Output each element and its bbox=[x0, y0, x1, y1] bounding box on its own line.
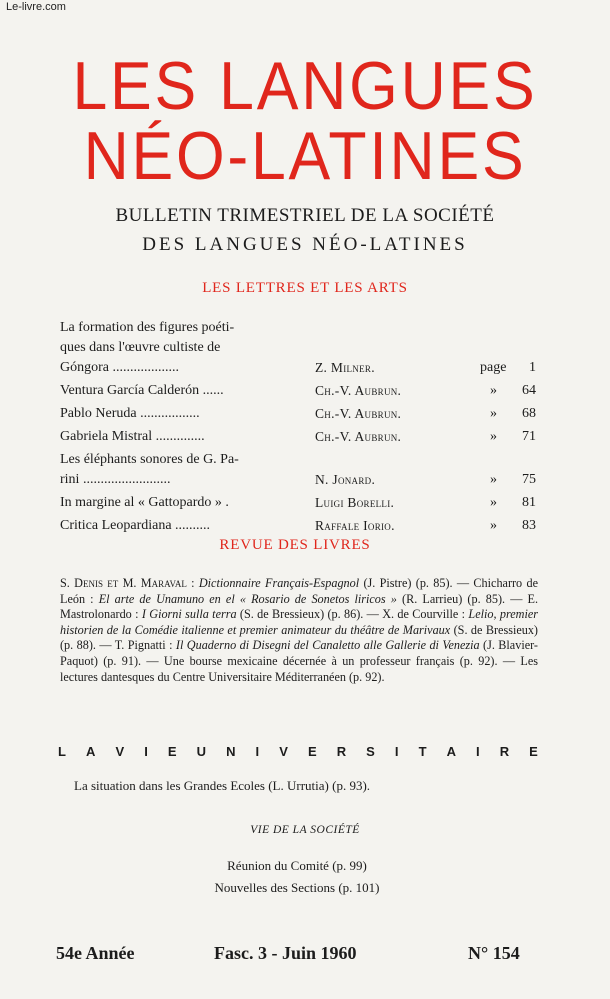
toc-entry-page-label: page bbox=[480, 360, 507, 375]
toc-entry-title-line: Góngora ................... bbox=[60, 360, 179, 375]
toc-entry-page: 1 bbox=[529, 360, 536, 375]
spaced-letter: L bbox=[58, 744, 66, 759]
review-work-title: I Giorni sulla terra bbox=[141, 607, 237, 622]
toc-entry-page-label: » bbox=[490, 495, 497, 510]
spaced-letter: E bbox=[529, 744, 538, 759]
spaced-letter: U bbox=[196, 744, 207, 759]
spaced-letter: A bbox=[86, 744, 96, 759]
footer-fascicule: Fasc. 3 - Juin 1960 bbox=[214, 943, 357, 963]
toc-entry-title: Ventura García Calderón ...... bbox=[60, 383, 224, 398]
review-text: (J. Blavier-Paquot) (p. 91). — Une bourse mexicaine décernée à un professeur français (p. 92). — Les lectures dantesques du Centre Universitaire Méditerranéen (p. 92). bbox=[60, 638, 538, 684]
spaced-letter: V bbox=[279, 744, 288, 759]
review-work-title: Dictionnaire Français-Espagnol bbox=[198, 576, 360, 590]
toc-entry-page: 71 bbox=[522, 429, 536, 444]
spaced-letter: E bbox=[167, 744, 177, 759]
spaced-letter: R bbox=[336, 744, 347, 759]
spaced-letter: A bbox=[446, 744, 456, 759]
spaced-letter: T bbox=[418, 744, 427, 759]
toc-entry-page-label: » bbox=[490, 472, 497, 487]
vie-societe-entry: Réunion du Comité (p. 99) bbox=[227, 858, 367, 873]
toc-entry bbox=[60, 318, 560, 378]
toc-entry bbox=[60, 404, 560, 424]
review-work-title: Il Quaderno di Disegni del Canaletto alle Gallerie di Venezia bbox=[175, 638, 480, 653]
vie-universitaire-entry: La situation dans les Grandes Ecoles (L. Urrutia) (p. 93). bbox=[74, 778, 371, 793]
toc-entry-page-label: » bbox=[490, 518, 497, 533]
review-text: (J. Pistre) (p. 85). — Chicharro de León : bbox=[60, 576, 538, 606]
journal-title-line-1: LES LANGUES bbox=[72, 48, 538, 124]
spaced-letter: I bbox=[144, 744, 148, 759]
toc-entry-author: Ch.-V. Aubrun. bbox=[315, 429, 402, 444]
toc-entry-title-line: Les éléphants sonores de G. Pa- bbox=[60, 452, 239, 467]
toc-entry-page: 83 bbox=[522, 518, 536, 533]
toc-entry-page: 68 bbox=[522, 406, 536, 421]
toc-entry-page-label: » bbox=[490, 406, 497, 421]
spaced-letter: I bbox=[394, 744, 399, 759]
toc-entry-page: 64 bbox=[522, 383, 536, 398]
toc-entry-author: Raffale Iorio. bbox=[315, 518, 395, 533]
toc-entry-page: 81 bbox=[522, 495, 536, 510]
review-work-title: Lelio, premier historien de la Comédie italienne et premier animateur du théâtre de Marivaux bbox=[60, 607, 539, 637]
watermark: Le-livre.com bbox=[6, 1, 66, 13]
review-work-title: El arte de Unamuno en el « Rosario de Sonetos liricos » bbox=[98, 591, 397, 606]
vie-societe-entry: Nouvelles des Sections (p. 101) bbox=[214, 880, 380, 895]
spaced-letter: R bbox=[499, 744, 510, 759]
toc-entry-author: N. Jonard. bbox=[315, 472, 376, 487]
spaced-letter: N bbox=[226, 744, 236, 759]
toc-entry-title bbox=[60, 318, 308, 378]
toc-entry-page-label: » bbox=[490, 383, 497, 398]
footer-numero: N° 154 bbox=[468, 943, 520, 963]
toc-entry bbox=[60, 427, 560, 447]
toc-entry bbox=[60, 381, 560, 401]
toc-entry-title: In margine al « Gattopardo » . bbox=[60, 495, 229, 510]
review-text: (S. de Bressieux) (p. 88). — T. Pignatti : bbox=[60, 622, 538, 653]
toc-entry-author: Luigi Borelli. bbox=[315, 495, 395, 510]
spaced-letter: I bbox=[255, 744, 260, 759]
subtitle-line-1: BULLETIN TRIMESTRIEL DE LA SOCIÉTÉ bbox=[115, 205, 495, 226]
section-heading-lettres: LES LETTRES ET LES ARTS bbox=[202, 280, 408, 296]
toc-entry bbox=[60, 493, 560, 513]
review-text: (S. de Bressieux) (p. 86). — X. de Courville : bbox=[236, 607, 469, 622]
toc-entry-page-label: » bbox=[490, 429, 497, 444]
toc-entry-title: Critica Leopardiana .......... bbox=[60, 518, 211, 533]
spaced-letter: V bbox=[115, 744, 125, 759]
toc-entry-title: Pablo Neruda ................. bbox=[60, 406, 200, 421]
spaced-letter: I bbox=[476, 744, 480, 759]
section-heading-vie-societe: VIE DE LA SOCIÉTÉ bbox=[250, 824, 360, 836]
toc-entry-page: 75 bbox=[522, 472, 536, 487]
toc-entry-title-line: rini ......................... bbox=[60, 472, 171, 487]
footer-annee: 54e Année bbox=[56, 943, 135, 963]
toc-entry-title-line: ques dans l'œuvre cultiste de bbox=[60, 340, 221, 355]
subtitle-line-2: DES LANGUES NÉO-LATINES bbox=[142, 234, 468, 255]
toc-entry bbox=[60, 450, 560, 490]
review-paragraph bbox=[60, 576, 538, 685]
toc-entry-author: Z. Milner. bbox=[315, 360, 375, 375]
toc-entry-title: Gabriela Mistral .............. bbox=[60, 429, 205, 444]
journal-title-line-2: NÉO-LATINES bbox=[83, 118, 527, 194]
toc-entry-author: Ch.-V. Aubrun. bbox=[315, 383, 402, 398]
table-of-contents bbox=[60, 318, 560, 539]
toc-entry-author: Ch.-V. Aubrun. bbox=[315, 406, 402, 421]
section-heading-vie-universitaire bbox=[58, 744, 538, 759]
toc-entry-title bbox=[60, 450, 308, 490]
toc-entry-title-line: La formation des figures poéti- bbox=[60, 320, 235, 335]
section-heading-revue: REVUE DES LIVRES bbox=[219, 537, 371, 553]
review-text: S. Denis et M. Maraval : bbox=[60, 576, 199, 590]
spaced-letter: S bbox=[366, 744, 375, 759]
toc-entry bbox=[60, 516, 560, 536]
review-text: (R. Larrieu) (p. 85). — E. Mastrolonardo : bbox=[60, 591, 539, 622]
spaced-letter: E bbox=[307, 744, 317, 759]
